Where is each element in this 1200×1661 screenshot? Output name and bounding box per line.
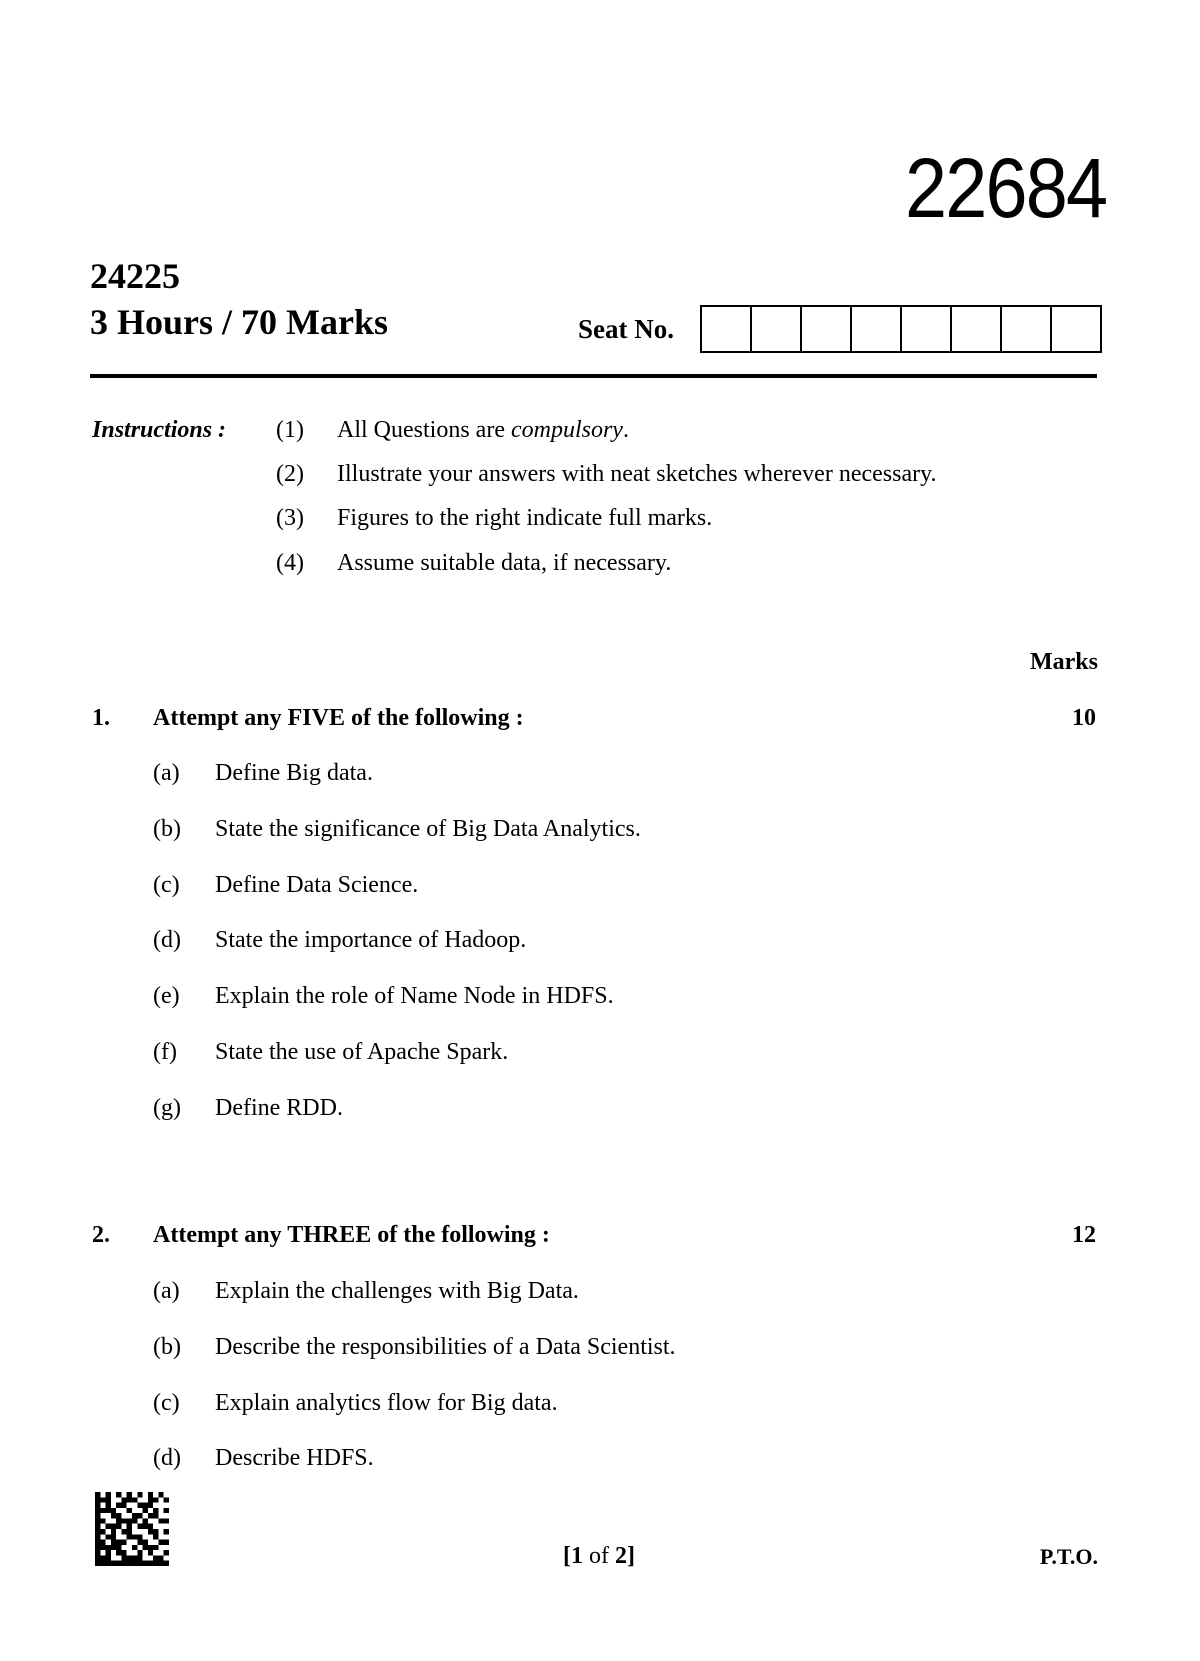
part-text: State the significance of Big Data Analytics. xyxy=(215,816,641,842)
header-divider xyxy=(90,374,1097,378)
part-text: State the importance of Hadoop. xyxy=(215,927,527,953)
please-turn-over: P.T.O. xyxy=(1039,1544,1098,1569)
seat-number-boxes[interactable] xyxy=(700,305,1102,353)
page-current: 1 xyxy=(571,1543,583,1569)
question-marks: 10 xyxy=(1072,705,1096,731)
part-label: (a) xyxy=(153,1278,180,1304)
duration-marks: 3 Hours / 70 Marks xyxy=(90,302,389,342)
instruction-text: Assume suitable data, if necessary. xyxy=(337,550,672,576)
seat-box[interactable] xyxy=(802,307,852,351)
part-text: Describe the responsibilities of a Data Scientist. xyxy=(215,1334,676,1360)
instruction-number: (2) xyxy=(276,461,304,487)
part-label: (b) xyxy=(153,1334,181,1360)
part-label: (d) xyxy=(153,1445,181,1471)
page-total: 2 xyxy=(615,1543,627,1569)
part-label: (b) xyxy=(153,816,181,842)
instruction-number: (4) xyxy=(276,550,304,576)
seat-box[interactable] xyxy=(702,307,752,351)
part-label: (c) xyxy=(153,1390,180,1416)
instructions-label: Instructions : xyxy=(92,417,227,443)
instruction-text-end: . xyxy=(622,417,629,443)
part-label: (d) xyxy=(153,927,181,953)
instruction-item xyxy=(0,551,1200,581)
part-text: Describe HDFS. xyxy=(215,1445,374,1471)
part-text: Define RDD. xyxy=(215,1095,343,1121)
instruction-number: (3) xyxy=(276,505,304,531)
part-label: (f) xyxy=(153,1039,177,1065)
question-number: 2. xyxy=(92,1222,110,1248)
question-marks: 12 xyxy=(1072,1222,1096,1248)
seat-box[interactable] xyxy=(902,307,952,351)
instruction-text-start: All Questions are xyxy=(337,417,511,443)
paper-code: 22684 xyxy=(905,141,1107,235)
page-bracket-open: [ xyxy=(563,1543,571,1569)
instruction-text: Figures to the right indicate full marks. xyxy=(337,505,713,531)
instruction-text xyxy=(337,418,629,442)
question-title: Attempt any THREE of the following : xyxy=(153,1222,550,1248)
page-of: of xyxy=(583,1543,615,1569)
seat-box[interactable] xyxy=(1052,307,1100,351)
instruction-item xyxy=(0,462,1200,492)
part-label: (c) xyxy=(153,872,180,898)
part-text: Define Data Science. xyxy=(215,872,419,898)
instruction-emphasis: compulsory xyxy=(510,417,623,443)
seat-box[interactable] xyxy=(1002,307,1052,351)
datamatrix-barcode-icon xyxy=(95,1492,169,1566)
exam-code: 24225 xyxy=(90,256,180,296)
page-number xyxy=(563,1544,635,1568)
question-number: 1. xyxy=(92,705,110,731)
instruction-text: Illustrate your answers with neat sketches wherever necessary. xyxy=(337,461,937,487)
instruction-item xyxy=(0,506,1200,536)
page-bracket-close: ] xyxy=(627,1543,635,1569)
seat-number-label: Seat No. xyxy=(578,314,674,344)
part-text: Define Big data. xyxy=(215,760,373,786)
question-title: Attempt any FIVE of the following : xyxy=(153,705,524,731)
seat-box[interactable] xyxy=(852,307,902,351)
part-text: Explain analytics flow for Big data. xyxy=(215,1390,558,1416)
instruction-number: (1) xyxy=(276,417,304,443)
seat-box[interactable] xyxy=(752,307,802,351)
part-label: (a) xyxy=(153,760,180,786)
part-label: (e) xyxy=(153,983,180,1009)
part-text: State the use of Apache Spark. xyxy=(215,1039,509,1065)
instruction-item xyxy=(0,418,1200,448)
part-text: Explain the role of Name Node in HDFS. xyxy=(215,983,614,1009)
seat-box[interactable] xyxy=(952,307,1002,351)
part-label: (g) xyxy=(153,1095,181,1121)
marks-heading: Marks xyxy=(1030,649,1098,675)
part-text: Explain the challenges with Big Data. xyxy=(215,1278,579,1304)
